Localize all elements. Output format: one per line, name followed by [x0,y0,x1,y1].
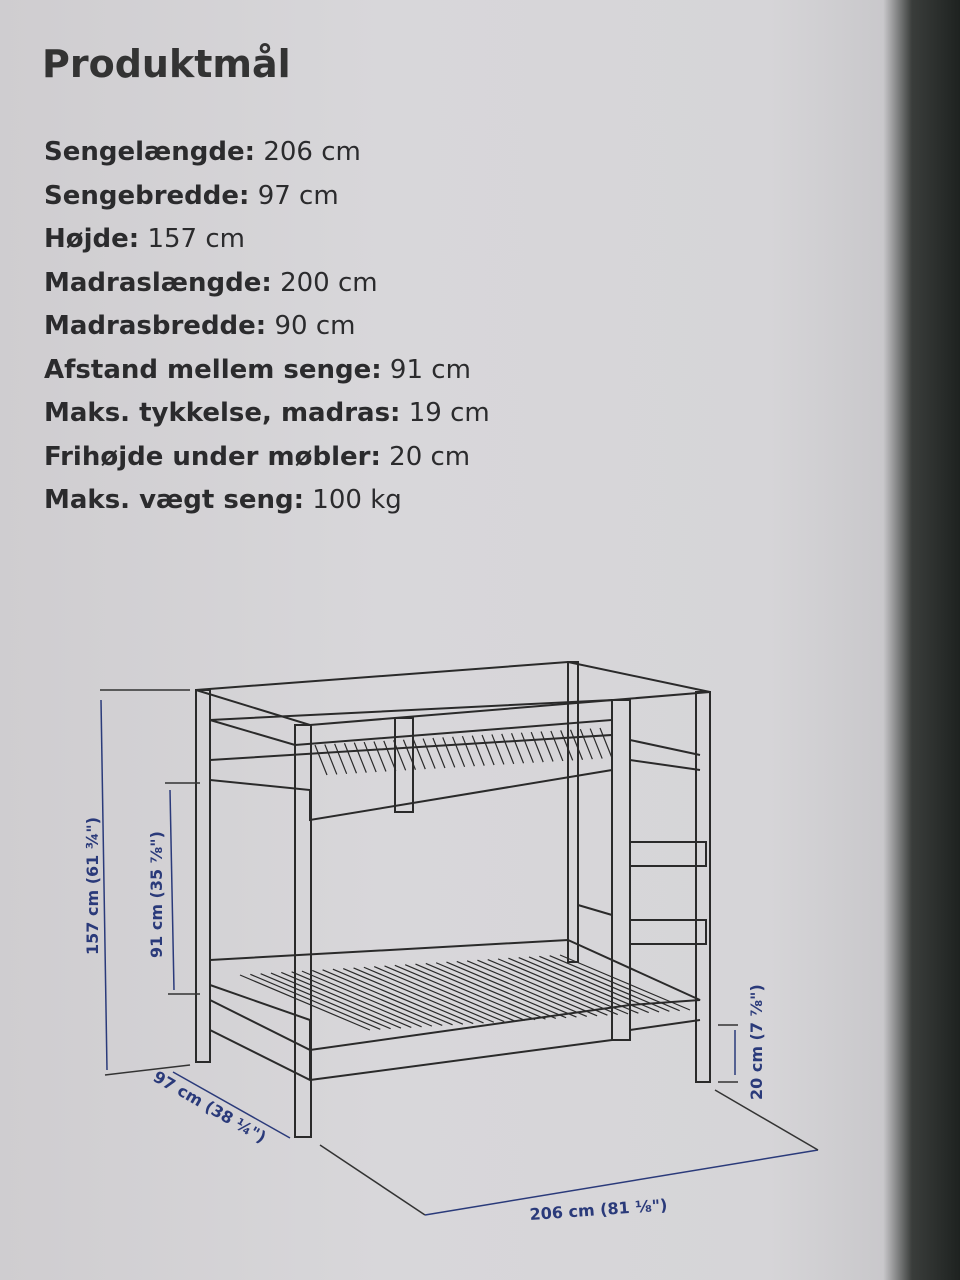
slat [462,736,474,766]
slat [531,732,543,762]
slat [302,971,432,1026]
spec-value: 19 cm [408,398,490,428]
slat [477,960,607,1015]
slat [571,730,583,760]
slat [333,969,463,1024]
slat [374,967,504,1022]
slat [325,744,337,774]
slat [580,729,592,759]
slat [364,967,494,1022]
slat [512,733,524,763]
length-dimension-label: 206 cm (81 ⅛") [528,1195,669,1224]
slat [590,729,602,759]
slat [539,956,669,1011]
spec-label: Frihøjde under møbler: [44,441,381,472]
page-title: Produktmål [42,42,291,86]
slat [600,728,612,758]
slat [344,743,356,773]
bed-drawing [196,662,710,1137]
slat [323,970,453,1025]
slat [354,968,484,1023]
slat [502,734,514,764]
slat [384,741,396,771]
slat [374,741,386,771]
spec-value: 97 cm [257,180,339,211]
width-dimension-label: 97 cm (38 ¼") [150,1067,270,1147]
slat [281,972,411,1027]
spec-label: Højde: [44,224,140,254]
slat [261,974,391,1029]
slat [457,961,587,1016]
slat [508,958,638,1013]
slat [395,965,525,1020]
spec-value: 157 cm [147,224,245,254]
slat [250,974,380,1029]
spec-value: 90 cm [274,311,356,341]
spec-label: Sengelængde: [44,137,256,167]
bed-gap-dimension-label: 91 cm (35 ⅞") [147,831,166,958]
slat [426,963,556,1018]
slat [413,739,425,769]
spec-value: 20 cm [389,441,471,472]
slat [443,737,455,767]
spec-label: Afstand mellem senge: [44,354,382,385]
spec-value: 206 cm [263,137,361,167]
slats [240,728,690,1030]
clearance-dimension-label: 20 cm (7 ⅞") [747,984,766,1100]
slat [423,739,435,769]
slat [433,738,445,768]
slat [488,960,618,1015]
slat [492,734,504,764]
slat [354,743,366,773]
slat [405,965,535,1020]
slat [550,956,680,1011]
spec-label: Maks. vægt seng: [44,485,305,515]
slat [315,745,327,775]
slat [529,957,659,1012]
spec-label: Maks. tykkelse, madras: [44,398,401,428]
slat [271,973,401,1028]
slat [446,962,576,1017]
slat [312,970,442,1025]
spec-label: Madraslængde: [44,267,272,298]
slat [436,963,566,1018]
spec-label: Sengebredde: [44,180,250,211]
slat [498,959,628,1014]
slat [415,964,545,1019]
slat [551,731,563,761]
spec-label: Madrasbredde: [44,311,267,341]
slat [560,955,690,1010]
slat [385,966,515,1021]
height-dimension-label: 157 cm (61 ¾") [83,816,102,955]
slat [561,730,573,760]
slat [343,969,473,1024]
spec-value: 100 kg [312,485,402,515]
slat [364,742,376,772]
slat [453,737,465,767]
spec-value: 200 cm [280,267,378,298]
slat [472,736,484,766]
slat [482,735,494,765]
spec-value: 91 cm [389,354,471,385]
slat [467,961,597,1016]
slat [335,744,347,774]
slat [521,733,533,763]
slat [541,732,553,762]
